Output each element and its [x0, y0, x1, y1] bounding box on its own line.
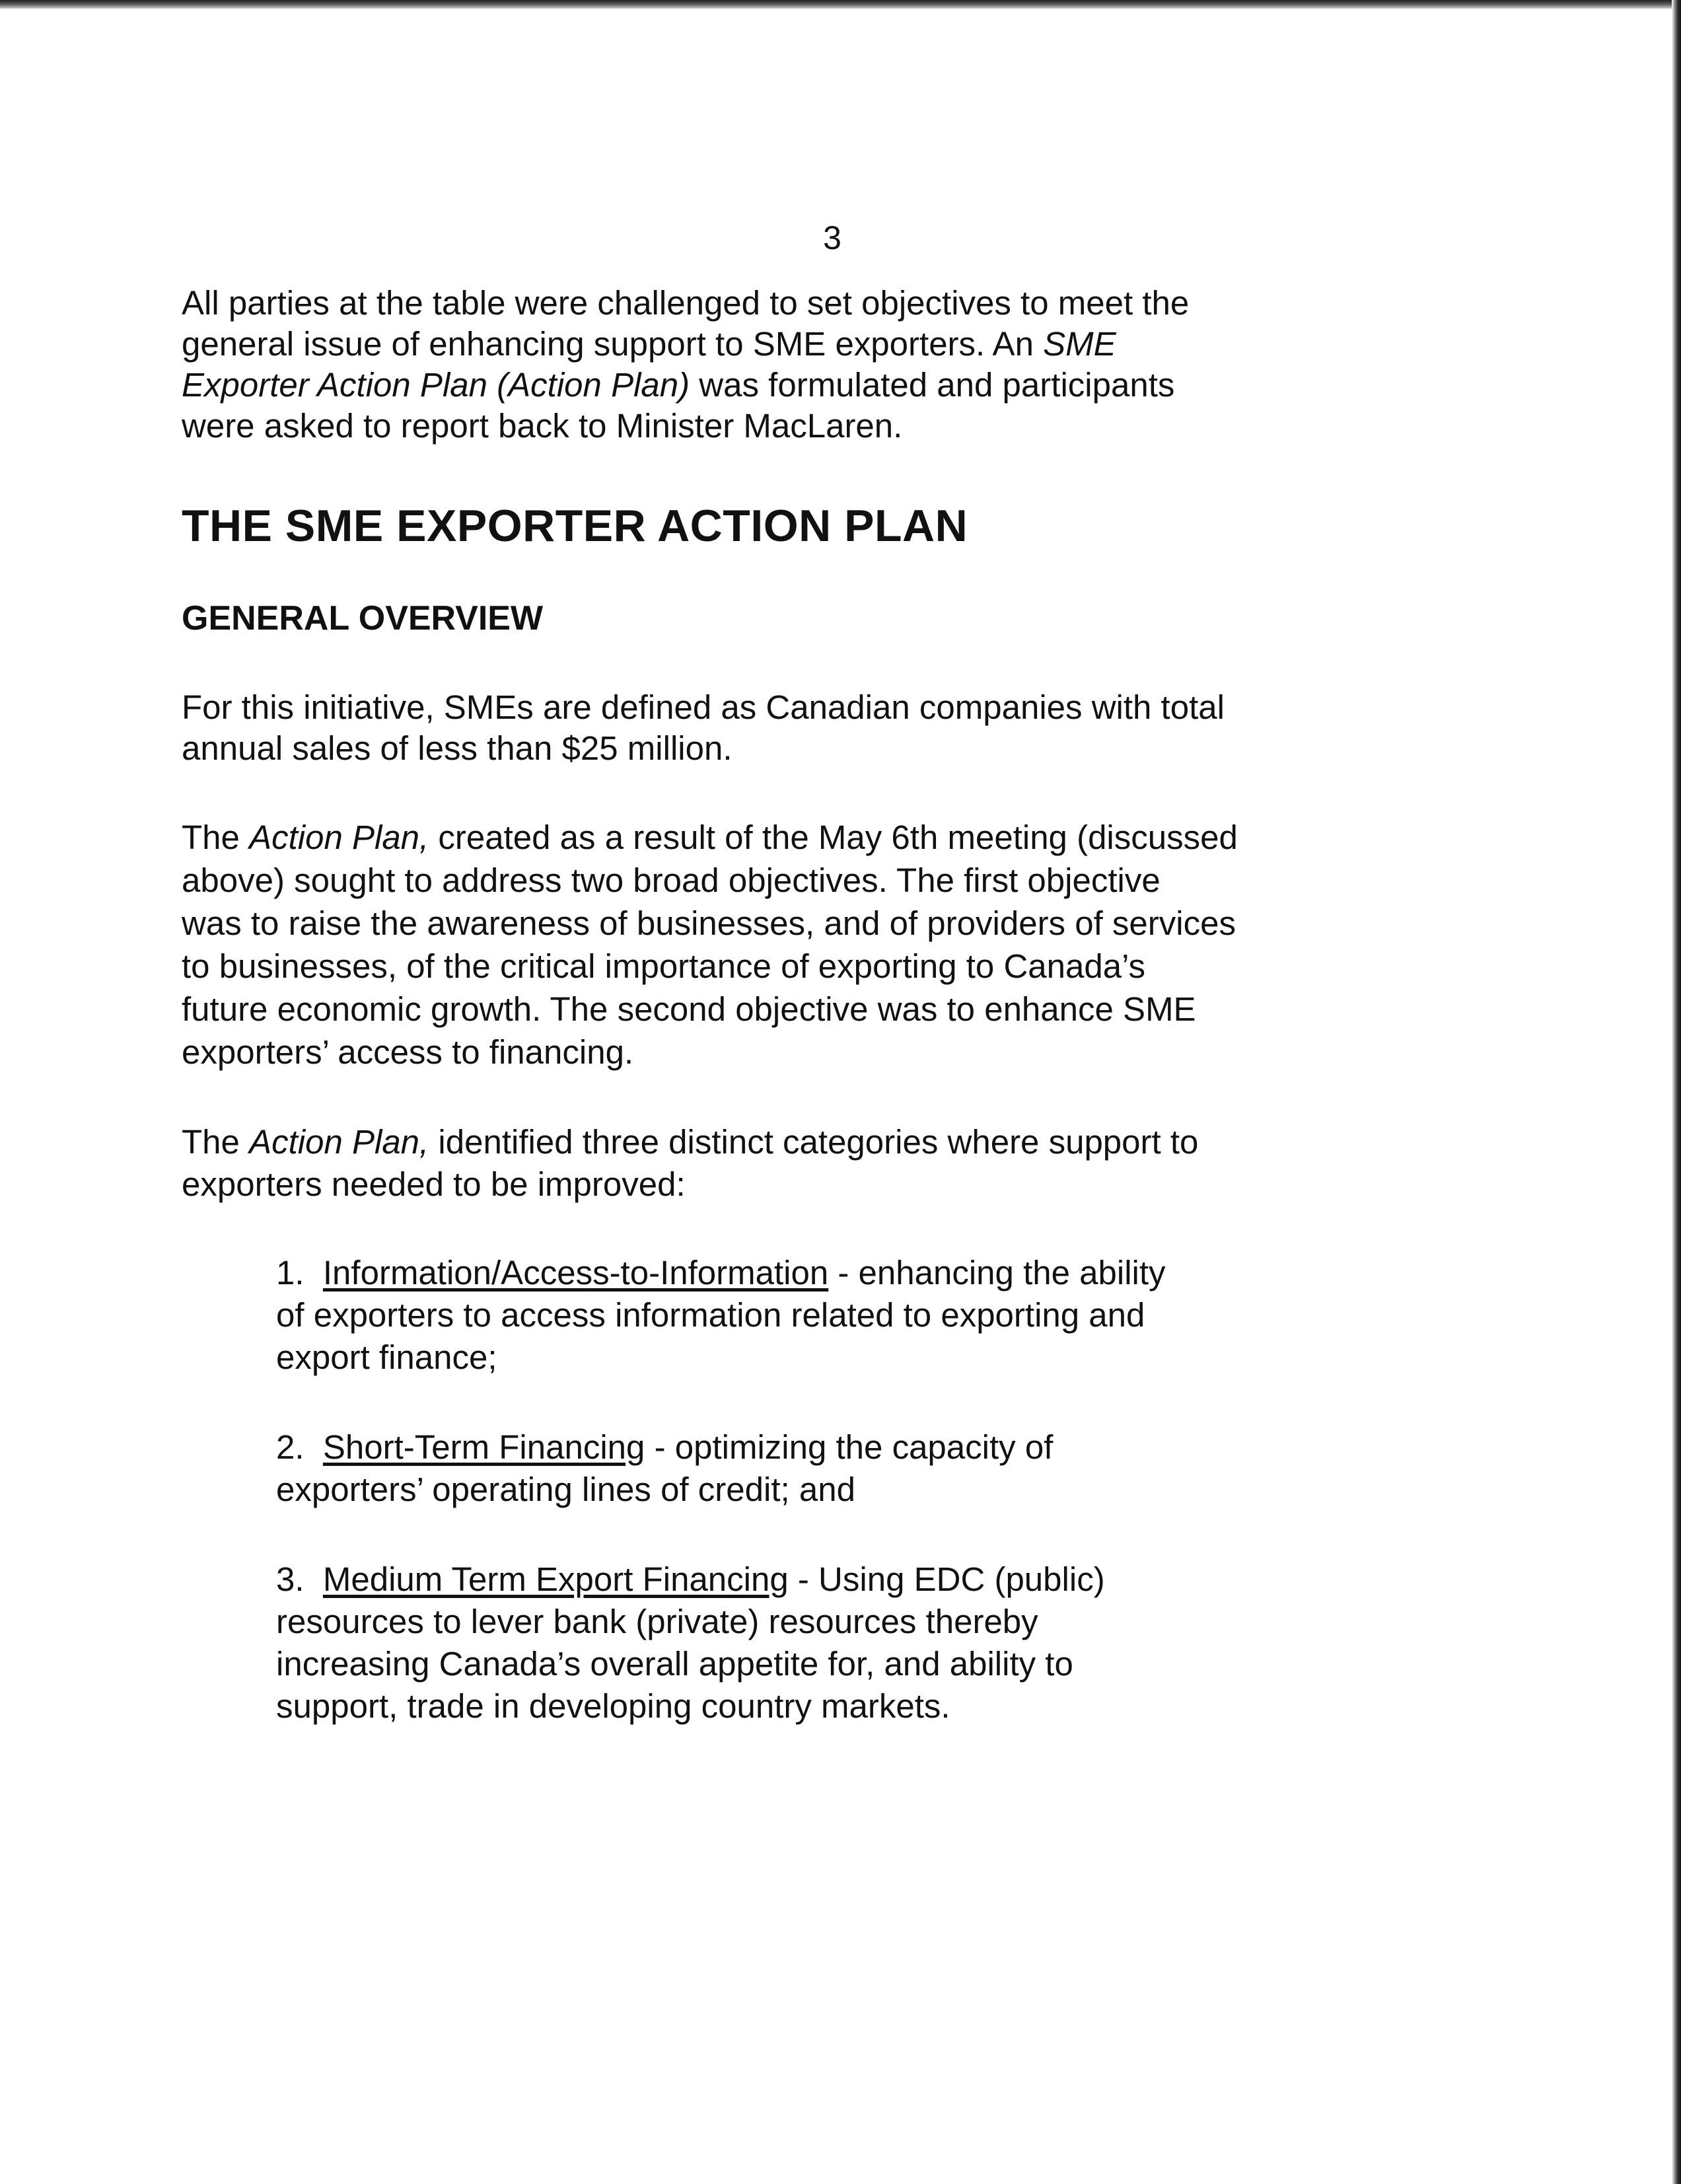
categories-line-1: The Action Plan, identified three distinct categories where support to — [182, 1123, 1199, 1161]
item-2-line-1: 2. Short-Term Financing - optimizing the capacity of — [276, 1428, 1054, 1466]
item-3-line-2: resources to lever bank (private) resources thereby — [276, 1603, 1038, 1640]
item-1-line-2: of exporters to access information related to exporting and — [276, 1296, 1145, 1334]
intro-line-3: Exporter Action Plan (Action Plan) was formulated and participants — [182, 366, 1175, 404]
categories-line-2: exporters needed to be improved: — [182, 1165, 686, 1203]
page-number: 3 — [823, 219, 841, 256]
definition-line-2: annual sales of less than $25 million. — [182, 729, 733, 767]
objectives-line-5: future economic growth. The second objective was to enhance SME — [182, 990, 1196, 1028]
objectives-line-6: exporters’ access to financing. — [182, 1033, 634, 1071]
item-2-line-2: exporters’ operating lines of credit; and — [276, 1471, 855, 1508]
item-3-line-1: 3. Medium Term Export Financing - Using EDC (public) — [276, 1560, 1105, 1598]
intro-line-1: All parties at the table were challenged to set objectives to meet the — [182, 284, 1190, 322]
section-heading: THE SME EXPORTER ACTION PLAN — [182, 501, 968, 551]
item-3-line-3: increasing Canada’s overall appetite for, and ability to — [276, 1645, 1073, 1683]
intro-line-2: general issue of enhancing support to SME exporters. An SME — [182, 325, 1116, 363]
definition-line-1: For this initiative, SMEs are defined as Canadian companies with total — [182, 688, 1225, 726]
objectives-line-1: The Action Plan, created as a result of the May 6th meeting (discussed — [182, 819, 1238, 856]
subsection-heading: GENERAL OVERVIEW — [182, 599, 544, 637]
objectives-line-4: to businesses, of the critical importance of exporting to Canada’s — [182, 947, 1146, 985]
objectives-line-2: above) sought to address two broad objectives. The first objective — [182, 861, 1161, 899]
item-1-line-3: export finance; — [276, 1338, 497, 1376]
item-1-line-1: 1. Information/Access-to-Information - enhancing the ability — [276, 1254, 1166, 1292]
item-3-line-4: support, trade in developing country markets. — [276, 1687, 950, 1725]
intro-line-4: were asked to report back to Minister MacLaren. — [182, 407, 903, 445]
objectives-line-3: was to raise the awareness of businesses, and of providers of services — [182, 904, 1236, 942]
